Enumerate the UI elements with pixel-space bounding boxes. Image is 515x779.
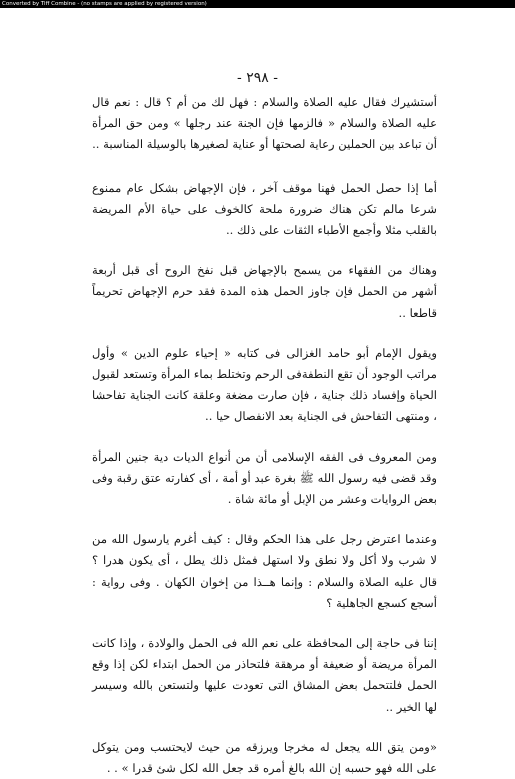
page-number: - ٢٩٨ - xyxy=(237,70,278,86)
page-body xyxy=(92,92,437,779)
paragraph: أستشيرك فقال عليه الصلاة والسلام : فهل لك من أم ؟ قال : نعم قال عليه الصلاة والسلام « فالزمها فإن الجنة عند رجلها » ومن حق المرأة أن تباعد بين الحملين رعاية لصحتها أو عناية لصغيرها بالوسيلة المناسبة .. xyxy=(92,95,437,152)
paragraph: ويقول الإمام أبو حامد الغزالى فى كتابه « إحياء علوم الدين » وأول مراتب الوجود أن تقع النطفةفى الرحم وتختلط بماء المرأة وتستعد لقبول الحياة وإفساد ذلك جناية ، فإن صارت مضغة وعلقة كانت الجناية تفاحشا ، ومنتهى التفاحش فى الجناية بعد الانفصال حيا .. xyxy=(92,345,437,424)
paragraph: وهناك من الفقهاء من يسمح بالإجهاض قبل نفخ الروح أى قبل أربعة أشهر من الحمل فإن جاوز الحمل هذه المدة فقد حرم الإجهاض تحريماً قاطعا .. xyxy=(92,263,437,320)
converter-banner: Converted by Tiff Combine - (no stamps are applied by registered version) xyxy=(0,0,515,8)
paragraph-quran-verse: «ومن يتق الله يجعل له مخرجا ويرزقه من حيث لايحتسب ومن يتوكل على الله فهو حسبه إن الله بالغ أمره قد جعل الله لكل شئ قدرا » . . xyxy=(92,739,437,776)
paragraph: إننا فى حاجة إلى المحافظة على نعم الله فى الحمل والولادة ، وإذا كانت المرأة مريضة أو ضعيفة أو مرهقة فلتحاذر من الحمل ابتداء لكن إذا وقع الحمل فلتتحمل بعض المشاق التى تعودت عليها ولتستعن بالله وسيسر لها الخير .. xyxy=(92,636,437,714)
paragraph: أما إذا حصل الحمل فهنا موقف آخر ، فإن الإجهاض بشكل عام ممنوع شرعا مالم تكن هناك ضرورة ملحة كالخوف على حياة الأم المريضة بالقلب مثلا وأجمع الأطباء الثقات على ذلك .. xyxy=(92,180,437,238)
paragraph: وعندما اعترض رجل على هذا الحكم وقال : كيف أغرم يارسول الله من لا شرب ولا أكل ولا نطق ولا استهل فمثل ذلك يطل ، أى يكون هدرا ؟ قال عليه الصلاة والسلام : وإنما هــذا من إخوان الكهان . وفى رواية : أسجع كسجع الجاهلية ؟ xyxy=(92,532,437,610)
paragraph: ومن المعروف فى الفقه الإسلامى أن من أنواع الديات دية جنين المرأة وقد قضى فيه رسول الله ﷺ بغرة عبد أو أمة ، أى كفارته عتق رقبة وفى بعض الروايات وعشر من الإبل أو مائة شاة . xyxy=(92,449,437,507)
